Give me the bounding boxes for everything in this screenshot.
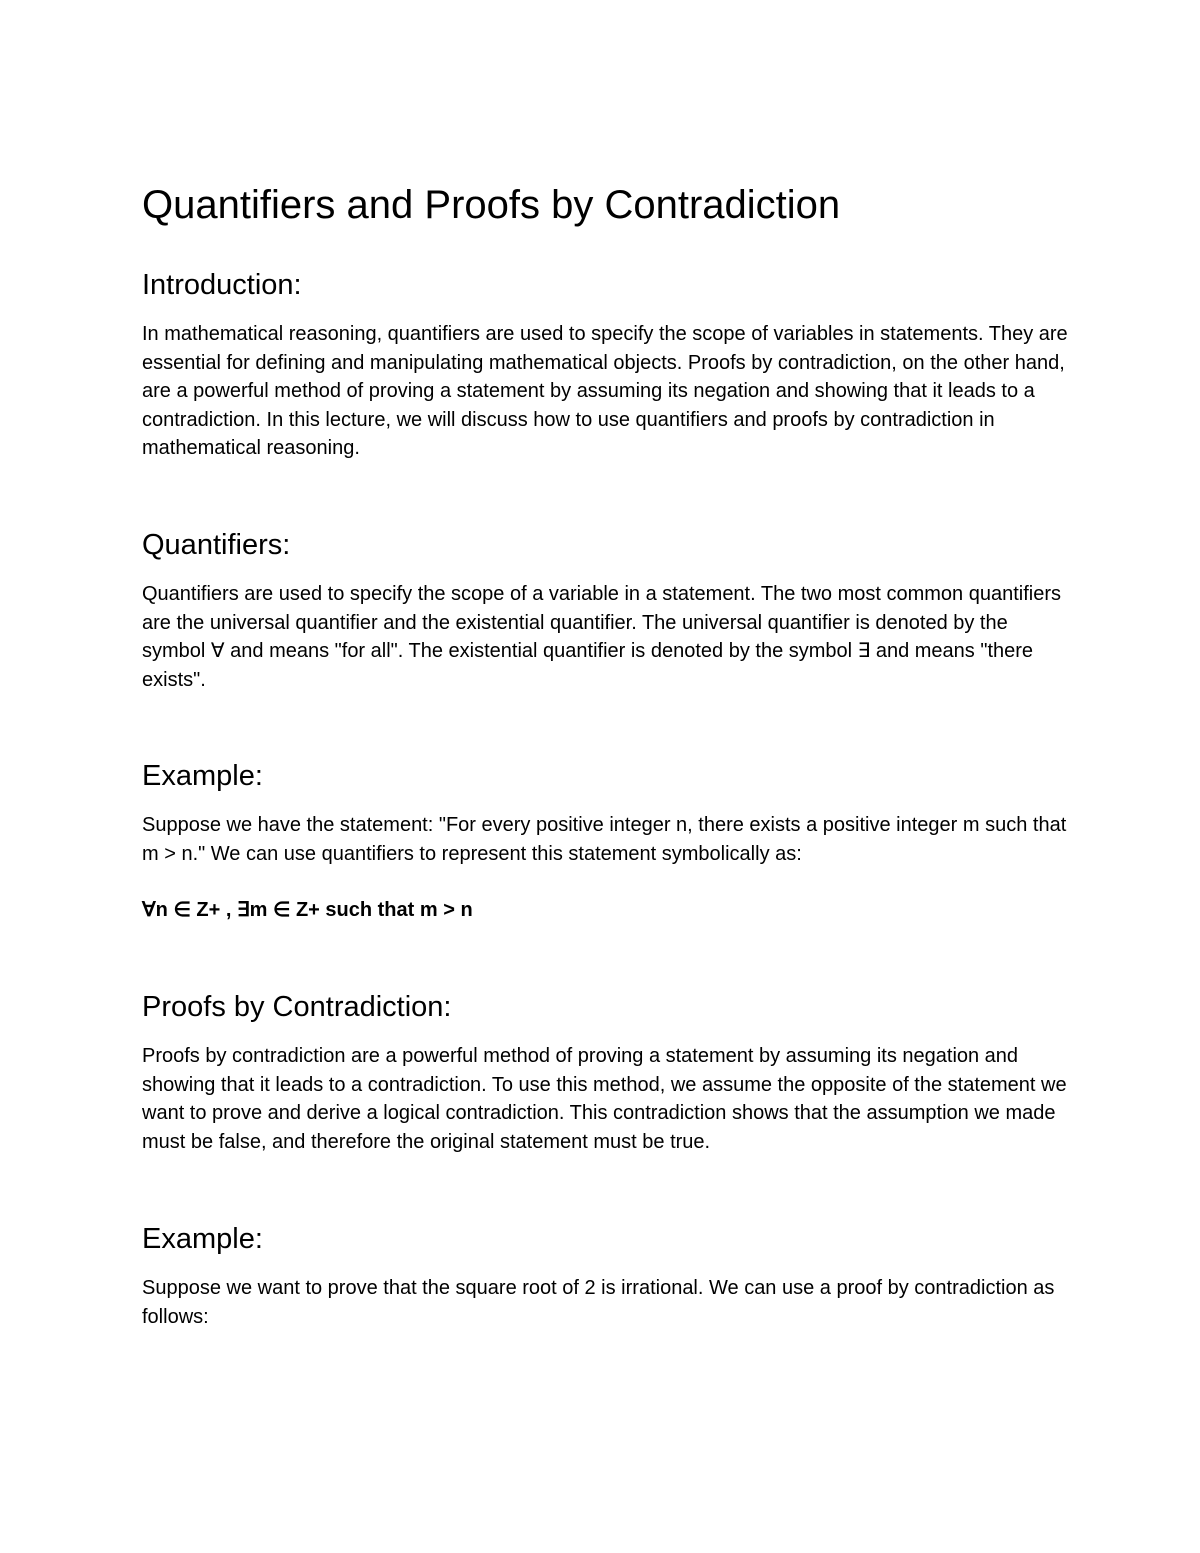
quantifier-formula: ∀n ∈ Z+ , ∃m ∈ Z+ such that m > n <box>142 899 473 921</box>
section-paragraph-example-1: Suppose we have the statement: "For every positive integer n, there exists a positive integer m such that m > n." We can use quantifiers to represent this statement symbolically as: <box>142 814 1067 865</box>
section-heading-quantifiers: Quantifiers: <box>142 529 291 561</box>
section-heading-example-2: Example: <box>142 1223 263 1255</box>
section-paragraph-proofs-by-contradiction: Proofs by contradiction are a powerful method of proving a statement by assuming its negation and showing that it leads to a contradiction. To use this method, we assume the opposite of the statement we want to prove and derive a logical contradiction. This contradiction shows that the assumption we made must be false, and therefore the original statement must be true. <box>142 1045 1067 1153</box>
section-paragraph-example-2: Suppose we want to prove that the square root of 2 is irrational. We can use a proof by contradiction as follows: <box>142 1277 1055 1328</box>
page-title: Quantifiers and Proofs by Contradiction <box>142 183 841 227</box>
section-heading-example-1: Example: <box>142 760 263 792</box>
section-heading-proofs-by-contradiction: Proofs by Contradiction: <box>142 991 452 1023</box>
section-paragraph-quantifiers: Quantifiers are used to specify the scope of a variable in a statement. The two most common quantifiers are the universal quantifier and the existential quantifier. The universal quantifier is denoted by the symbol ∀ and means "for all". The existential quantifier is denoted by the symbol ∃ and means "there exists". <box>142 583 1061 691</box>
section-heading-introduction: Introduction: <box>142 269 302 301</box>
section-paragraph-introduction: In mathematical reasoning, quantifiers are used to specify the scope of variables in statements. They are essential for defining and manipulating mathematical objects. Proofs by contradiction, on the other hand, are a powerful method of proving a statement by assuming its negation and showing that it leads to a contradiction. In this lecture, we will discuss how to use quantifiers and proofs by contradiction in mathematical reasoning. <box>142 323 1068 459</box>
